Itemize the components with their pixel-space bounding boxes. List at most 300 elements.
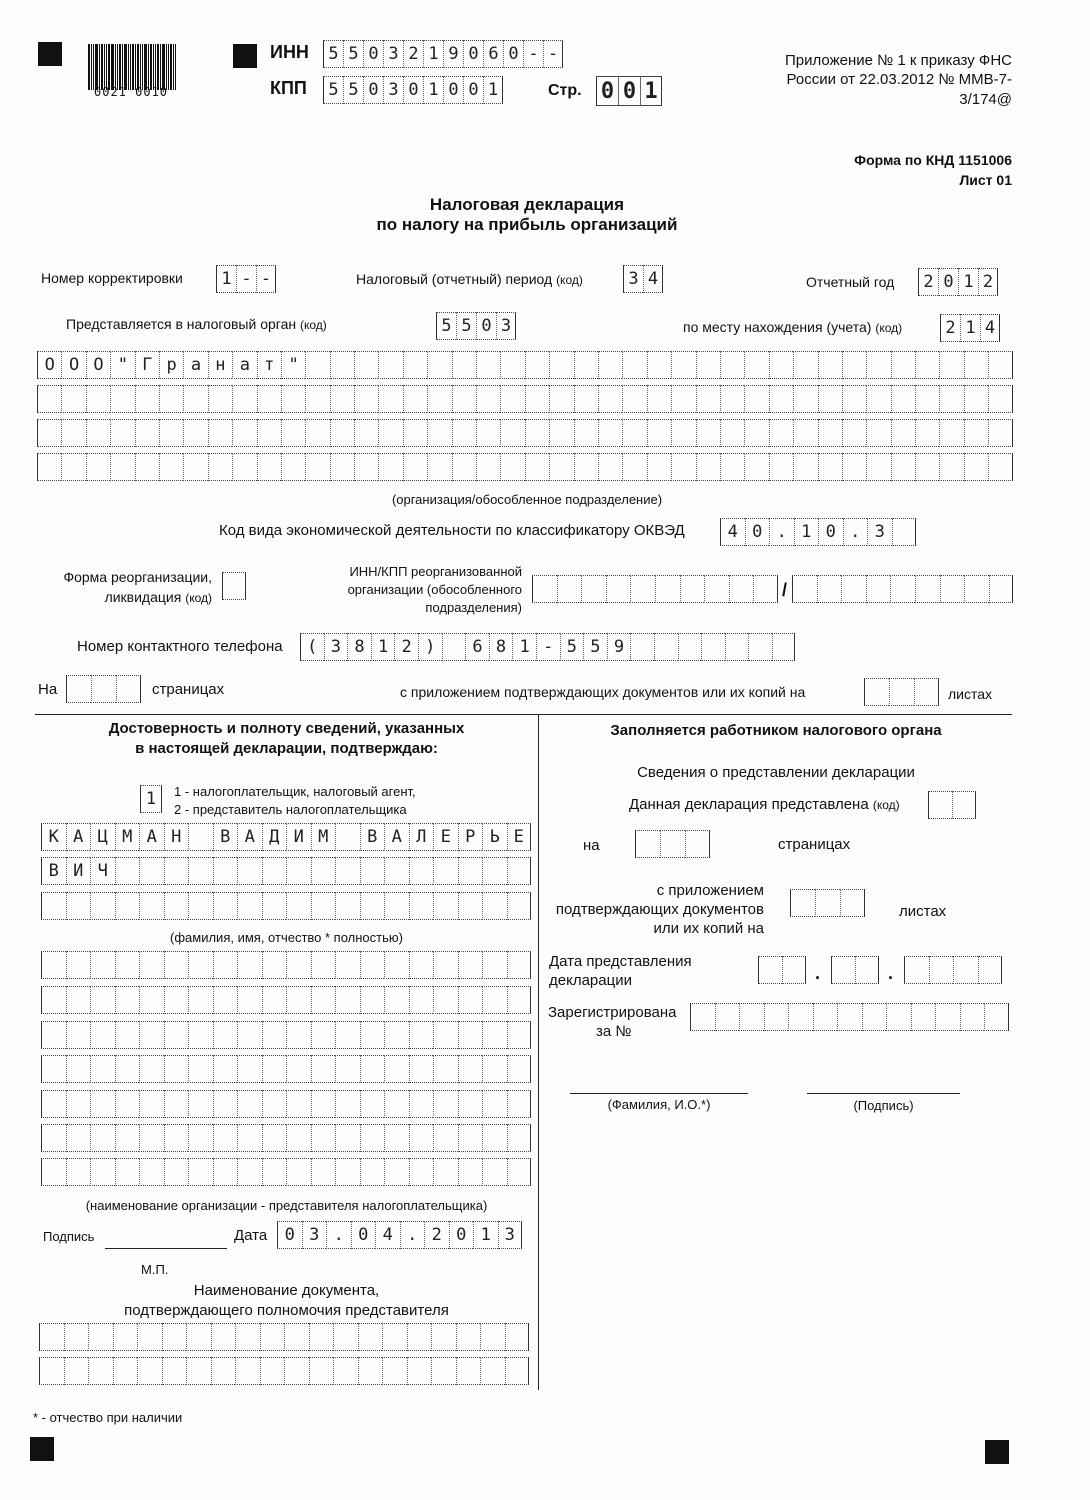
char-cell[interactable]: . xyxy=(400,1221,425,1249)
char-cell[interactable] xyxy=(384,857,409,885)
char-cell[interactable]: 4 xyxy=(375,1221,400,1249)
char-cell[interactable] xyxy=(984,1003,1009,1031)
char-cell[interactable]: . xyxy=(326,1221,351,1249)
char-cell[interactable]: Ь xyxy=(482,823,507,851)
char-cell[interactable]: Н xyxy=(164,823,189,851)
page-number-cells[interactable] xyxy=(596,76,662,104)
char-cell[interactable] xyxy=(482,892,507,920)
char-cell[interactable]: О xyxy=(86,351,110,379)
char-cell[interactable] xyxy=(39,1323,64,1351)
char-cell[interactable] xyxy=(188,823,213,851)
char-cell[interactable] xyxy=(183,453,207,481)
char-cell[interactable] xyxy=(213,1124,238,1152)
char-cell[interactable]: И xyxy=(66,857,91,885)
char-cell[interactable] xyxy=(213,986,238,1014)
char-cell[interactable] xyxy=(384,986,409,1014)
office-attach-cells[interactable] xyxy=(790,889,865,917)
char-cell[interactable]: О xyxy=(61,351,85,379)
char-cell[interactable] xyxy=(384,1055,409,1083)
char-cell[interactable] xyxy=(507,857,532,885)
char-cell[interactable] xyxy=(188,892,213,920)
char-cell[interactable] xyxy=(507,1158,532,1186)
char-cell[interactable] xyxy=(729,575,754,603)
char-cell[interactable] xyxy=(915,351,939,379)
char-cell[interactable]: а xyxy=(183,351,207,379)
char-cell[interactable] xyxy=(360,1124,385,1152)
char-cell[interactable]: 0 xyxy=(503,40,523,68)
char-cell[interactable] xyxy=(90,986,115,1014)
char-cell[interactable] xyxy=(213,951,238,979)
char-cell[interactable] xyxy=(725,633,749,661)
char-cell[interactable]: 6 xyxy=(465,633,489,661)
char-cell[interactable] xyxy=(769,419,793,447)
char-cell[interactable] xyxy=(188,1124,213,1152)
char-cell[interactable] xyxy=(237,1158,262,1186)
char-cell[interactable]: 0 xyxy=(363,76,383,104)
char-cell[interactable]: 1 xyxy=(960,314,980,342)
char-cell[interactable] xyxy=(988,385,1012,413)
char-cell[interactable] xyxy=(753,575,778,603)
char-cell[interactable] xyxy=(456,1357,481,1385)
char-cell[interactable] xyxy=(939,385,963,413)
char-cell[interactable] xyxy=(115,1055,140,1083)
char-cell[interactable] xyxy=(262,1158,287,1186)
char-cell[interactable] xyxy=(831,956,855,984)
char-cell[interactable] xyxy=(305,385,329,413)
char-cell[interactable] xyxy=(311,1158,336,1186)
phone-cells[interactable] xyxy=(300,633,795,661)
char-cell[interactable] xyxy=(409,892,434,920)
char-cell[interactable] xyxy=(598,453,622,481)
char-cell[interactable] xyxy=(183,419,207,447)
char-cell[interactable] xyxy=(622,419,646,447)
char-cell[interactable]: - xyxy=(236,265,256,293)
char-cell[interactable] xyxy=(86,453,110,481)
char-cell[interactable]: 4 xyxy=(980,314,1000,342)
char-cell[interactable] xyxy=(115,892,140,920)
char-cell[interactable] xyxy=(671,351,695,379)
char-cell[interactable] xyxy=(257,419,281,447)
char-cell[interactable]: 0 xyxy=(476,312,496,340)
char-cell[interactable] xyxy=(208,453,232,481)
org-name-row-1[interactable] xyxy=(37,351,1013,379)
char-cell[interactable] xyxy=(407,1323,432,1351)
char-cell[interactable] xyxy=(476,419,500,447)
char-cell[interactable] xyxy=(433,1158,458,1186)
char-cell[interactable] xyxy=(818,453,842,481)
char-cell[interactable] xyxy=(232,453,256,481)
char-cell[interactable] xyxy=(818,351,842,379)
char-cell[interactable] xyxy=(696,453,720,481)
char-cell[interactable] xyxy=(110,419,134,447)
char-cell[interactable]: 6 xyxy=(483,40,503,68)
char-cell[interactable] xyxy=(257,385,281,413)
char-cell[interactable] xyxy=(790,889,815,917)
char-cell[interactable] xyxy=(427,351,451,379)
char-cell[interactable] xyxy=(507,1055,532,1083)
char-cell[interactable] xyxy=(630,575,655,603)
char-cell[interactable] xyxy=(482,857,507,885)
char-cell[interactable]: 1 xyxy=(423,40,443,68)
char-cell[interactable]: 3 xyxy=(496,312,516,340)
char-cell[interactable] xyxy=(452,453,476,481)
char-cell[interactable] xyxy=(164,857,189,885)
char-cell[interactable] xyxy=(866,419,890,447)
char-cell[interactable] xyxy=(335,1124,360,1152)
char-cell[interactable]: 2 xyxy=(424,1221,449,1249)
char-cell[interactable] xyxy=(482,1158,507,1186)
char-cell[interactable] xyxy=(135,385,159,413)
char-cell[interactable] xyxy=(622,385,646,413)
char-cell[interactable] xyxy=(891,351,915,379)
char-cell[interactable] xyxy=(378,419,402,447)
char-cell[interactable] xyxy=(41,1055,66,1083)
char-cell[interactable] xyxy=(891,385,915,413)
char-cell[interactable] xyxy=(66,1021,91,1049)
char-cell[interactable] xyxy=(88,1323,113,1351)
doc-name-row-1[interactable] xyxy=(39,1323,529,1351)
char-cell[interactable] xyxy=(403,351,427,379)
char-cell[interactable] xyxy=(409,1055,434,1083)
char-cell[interactable] xyxy=(671,419,695,447)
char-cell[interactable]: О xyxy=(37,351,61,379)
char-cell[interactable] xyxy=(188,951,213,979)
char-cell[interactable] xyxy=(188,857,213,885)
char-cell[interactable] xyxy=(37,419,61,447)
char-cell[interactable] xyxy=(866,351,890,379)
char-cell[interactable] xyxy=(116,675,141,703)
char-cell[interactable]: 0 xyxy=(351,1221,376,1249)
char-cell[interactable] xyxy=(671,385,695,413)
char-cell[interactable]: 1 xyxy=(140,785,162,813)
char-cell[interactable]: 0 xyxy=(277,1221,302,1249)
char-cell[interactable] xyxy=(525,419,549,447)
char-cell[interactable] xyxy=(892,518,917,546)
char-cell[interactable] xyxy=(61,385,85,413)
char-cell[interactable] xyxy=(964,419,988,447)
char-cell[interactable]: . xyxy=(769,518,794,546)
char-cell[interactable] xyxy=(235,1323,260,1351)
char-cell[interactable] xyxy=(480,1323,505,1351)
char-cell[interactable] xyxy=(532,575,557,603)
char-cell[interactable]: 1 xyxy=(473,1221,498,1249)
okved-cells[interactable] xyxy=(720,518,916,546)
year-cells[interactable] xyxy=(918,268,998,296)
char-cell[interactable] xyxy=(940,575,965,603)
char-cell[interactable] xyxy=(37,453,61,481)
char-cell[interactable] xyxy=(452,385,476,413)
char-cell[interactable]: А xyxy=(384,823,409,851)
char-cell[interactable]: Е xyxy=(507,823,532,851)
char-cell[interactable] xyxy=(482,1055,507,1083)
char-cell[interactable] xyxy=(358,1323,383,1351)
char-cell[interactable] xyxy=(284,1323,309,1351)
char-cell[interactable]: 0 xyxy=(463,76,483,104)
char-cell[interactable] xyxy=(115,986,140,1014)
char-cell[interactable] xyxy=(841,575,866,603)
char-cell[interactable] xyxy=(549,385,573,413)
org-name-row-2[interactable] xyxy=(37,385,1013,413)
char-cell[interactable] xyxy=(500,453,524,481)
char-cell[interactable] xyxy=(407,1357,432,1385)
char-cell[interactable] xyxy=(818,385,842,413)
char-cell[interactable] xyxy=(286,951,311,979)
char-cell[interactable]: 1 xyxy=(958,268,978,296)
char-cell[interactable] xyxy=(139,1158,164,1186)
char-cell[interactable] xyxy=(427,453,451,481)
char-cell[interactable] xyxy=(41,986,66,1014)
char-cell[interactable] xyxy=(409,1021,434,1049)
char-cell[interactable] xyxy=(458,892,483,920)
char-cell[interactable] xyxy=(139,892,164,920)
char-cell[interactable] xyxy=(842,419,866,447)
char-cell[interactable] xyxy=(335,1090,360,1118)
char-cell[interactable] xyxy=(186,1357,211,1385)
char-cell[interactable] xyxy=(213,1055,238,1083)
char-cell[interactable]: 4 xyxy=(720,518,745,546)
submission-month-cells[interactable] xyxy=(831,956,879,984)
char-cell[interactable] xyxy=(237,951,262,979)
char-cell[interactable] xyxy=(929,956,954,984)
char-cell[interactable] xyxy=(431,1323,456,1351)
char-cell[interactable] xyxy=(286,1090,311,1118)
char-cell[interactable] xyxy=(635,830,660,858)
char-cell[interactable] xyxy=(41,951,66,979)
char-cell[interactable] xyxy=(678,633,702,661)
char-cell[interactable] xyxy=(188,1055,213,1083)
char-cell[interactable] xyxy=(354,385,378,413)
char-cell[interactable] xyxy=(139,1124,164,1152)
char-cell[interactable] xyxy=(139,1021,164,1049)
char-cell[interactable] xyxy=(720,351,744,379)
char-cell[interactable] xyxy=(330,419,354,447)
char-cell[interactable] xyxy=(855,956,879,984)
char-cell[interactable] xyxy=(452,351,476,379)
char-cell[interactable] xyxy=(840,889,865,917)
char-cell[interactable] xyxy=(793,351,817,379)
char-cell[interactable] xyxy=(433,1021,458,1049)
char-cell[interactable] xyxy=(139,986,164,1014)
char-cell[interactable] xyxy=(90,1090,115,1118)
attach-sheets-cells[interactable] xyxy=(864,678,939,706)
char-cell[interactable] xyxy=(281,453,305,481)
officer-signature-line[interactable] xyxy=(807,1093,960,1094)
char-cell[interactable] xyxy=(335,951,360,979)
pages-cells[interactable] xyxy=(66,675,141,703)
char-cell[interactable] xyxy=(358,1357,383,1385)
char-cell[interactable] xyxy=(88,1357,113,1385)
char-cell[interactable] xyxy=(655,575,680,603)
char-cell[interactable]: 5 xyxy=(323,40,343,68)
char-cell[interactable] xyxy=(378,385,402,413)
char-cell[interactable] xyxy=(915,385,939,413)
char-cell[interactable] xyxy=(64,1357,89,1385)
char-cell[interactable]: 5 xyxy=(343,40,363,68)
char-cell[interactable] xyxy=(237,1021,262,1049)
char-cell[interactable] xyxy=(704,575,729,603)
char-cell[interactable] xyxy=(335,857,360,885)
char-cell[interactable] xyxy=(433,1124,458,1152)
doc-name-row-2[interactable] xyxy=(39,1357,529,1385)
char-cell[interactable] xyxy=(769,351,793,379)
char-cell[interactable] xyxy=(164,1090,189,1118)
char-cell[interactable] xyxy=(758,956,782,984)
char-cell[interactable] xyxy=(866,385,890,413)
char-cell[interactable] xyxy=(630,633,654,661)
char-cell[interactable] xyxy=(409,986,434,1014)
char-cell[interactable] xyxy=(647,419,671,447)
char-cell[interactable] xyxy=(90,1021,115,1049)
char-cell[interactable] xyxy=(139,951,164,979)
char-cell[interactable] xyxy=(360,1021,385,1049)
char-cell[interactable]: 0 xyxy=(618,76,640,106)
char-cell[interactable] xyxy=(188,1021,213,1049)
char-cell[interactable] xyxy=(90,951,115,979)
char-cell[interactable] xyxy=(939,351,963,379)
char-cell[interactable] xyxy=(458,1021,483,1049)
char-cell[interactable]: А xyxy=(66,823,91,851)
char-cell[interactable] xyxy=(928,791,952,819)
char-cell[interactable] xyxy=(409,951,434,979)
char-cell[interactable]: Л xyxy=(409,823,434,851)
char-cell[interactable] xyxy=(748,633,772,661)
char-cell[interactable] xyxy=(186,1323,211,1351)
char-cell[interactable] xyxy=(213,1158,238,1186)
char-cell[interactable] xyxy=(159,453,183,481)
char-cell[interactable] xyxy=(159,419,183,447)
char-cell[interactable] xyxy=(360,857,385,885)
char-cell[interactable]: 0 xyxy=(745,518,770,546)
char-cell[interactable] xyxy=(305,453,329,481)
char-cell[interactable] xyxy=(360,951,385,979)
char-cell[interactable] xyxy=(964,385,988,413)
char-cell[interactable] xyxy=(284,1357,309,1385)
char-cell[interactable] xyxy=(647,453,671,481)
char-cell[interactable]: 1 xyxy=(216,265,236,293)
char-cell[interactable] xyxy=(458,951,483,979)
char-cell[interactable] xyxy=(507,1090,532,1118)
char-cell[interactable] xyxy=(886,1003,911,1031)
char-cell[interactable]: 1 xyxy=(371,633,395,661)
char-cell[interactable] xyxy=(433,1090,458,1118)
char-cell[interactable] xyxy=(769,453,793,481)
char-cell[interactable] xyxy=(505,1323,530,1351)
char-cell[interactable]: Ч xyxy=(90,857,115,885)
char-cell[interactable]: 0 xyxy=(363,40,383,68)
char-cell[interactable] xyxy=(135,453,159,481)
char-cell[interactable] xyxy=(64,1323,89,1351)
char-cell[interactable] xyxy=(622,351,646,379)
char-cell[interactable] xyxy=(911,1003,936,1031)
char-cell[interactable] xyxy=(378,453,402,481)
char-cell[interactable]: 2 xyxy=(918,268,938,296)
char-cell[interactable] xyxy=(360,1055,385,1083)
char-cell[interactable]: " xyxy=(281,351,305,379)
char-cell[interactable] xyxy=(433,986,458,1014)
char-cell[interactable] xyxy=(260,1323,285,1351)
char-cell[interactable] xyxy=(793,385,817,413)
char-cell[interactable]: М xyxy=(311,823,336,851)
char-cell[interactable] xyxy=(305,351,329,379)
char-cell[interactable] xyxy=(41,1090,66,1118)
char-cell[interactable] xyxy=(86,385,110,413)
char-cell[interactable]: К xyxy=(41,823,66,851)
char-cell[interactable] xyxy=(257,453,281,481)
char-cell[interactable] xyxy=(431,1357,456,1385)
char-cell[interactable] xyxy=(262,1124,287,1152)
char-cell[interactable] xyxy=(427,385,451,413)
char-cell[interactable] xyxy=(409,1124,434,1152)
char-cell[interactable] xyxy=(458,1090,483,1118)
char-cell[interactable] xyxy=(953,956,978,984)
char-cell[interactable] xyxy=(90,1158,115,1186)
char-cell[interactable] xyxy=(137,1323,162,1351)
char-cell[interactable] xyxy=(333,1357,358,1385)
char-cell[interactable]: . xyxy=(843,518,868,546)
char-cell[interactable] xyxy=(39,1357,64,1385)
char-cell[interactable]: н xyxy=(208,351,232,379)
char-cell[interactable] xyxy=(793,419,817,447)
char-cell[interactable]: 3 xyxy=(324,633,348,661)
char-cell[interactable]: 9 xyxy=(607,633,631,661)
char-cell[interactable] xyxy=(262,1055,287,1083)
char-cell[interactable] xyxy=(262,1090,287,1118)
reorg-form-cell[interactable] xyxy=(222,572,246,600)
char-cell[interactable]: т xyxy=(257,351,281,379)
char-cell[interactable] xyxy=(354,453,378,481)
char-cell[interactable]: 0 xyxy=(463,40,483,68)
char-cell[interactable] xyxy=(482,951,507,979)
char-cell[interactable]: - xyxy=(543,40,563,68)
char-cell[interactable] xyxy=(222,572,246,600)
char-cell[interactable] xyxy=(237,1055,262,1083)
signer-name-row-2[interactable] xyxy=(41,857,531,885)
signature-line[interactable] xyxy=(105,1248,227,1249)
char-cell[interactable] xyxy=(311,986,336,1014)
char-cell[interactable] xyxy=(211,1357,236,1385)
char-cell[interactable] xyxy=(744,385,768,413)
char-cell[interactable] xyxy=(915,419,939,447)
char-cell[interactable] xyxy=(988,453,1012,481)
char-cell[interactable] xyxy=(525,453,549,481)
char-cell[interactable] xyxy=(549,419,573,447)
char-cell[interactable] xyxy=(164,986,189,1014)
char-cell[interactable] xyxy=(574,351,598,379)
char-cell[interactable] xyxy=(90,892,115,920)
char-cell[interactable] xyxy=(309,1357,334,1385)
char-cell[interactable] xyxy=(720,385,744,413)
char-cell[interactable] xyxy=(964,575,989,603)
char-cell[interactable] xyxy=(696,385,720,413)
char-cell[interactable] xyxy=(66,951,91,979)
char-cell[interactable]: Г xyxy=(135,351,159,379)
char-cell[interactable] xyxy=(864,678,889,706)
char-cell[interactable]: 1 xyxy=(423,76,443,104)
char-cell[interactable] xyxy=(235,1357,260,1385)
char-cell[interactable]: 1 xyxy=(483,76,503,104)
char-cell[interactable] xyxy=(476,351,500,379)
char-cell[interactable] xyxy=(891,453,915,481)
char-cell[interactable] xyxy=(549,351,573,379)
char-cell[interactable] xyxy=(188,986,213,1014)
char-cell[interactable] xyxy=(311,951,336,979)
char-cell[interactable] xyxy=(305,419,329,447)
char-cell[interactable] xyxy=(403,419,427,447)
char-cell[interactable]: Е xyxy=(433,823,458,851)
char-cell[interactable] xyxy=(685,830,710,858)
char-cell[interactable]: 8 xyxy=(347,633,371,661)
char-cell[interactable] xyxy=(378,351,402,379)
